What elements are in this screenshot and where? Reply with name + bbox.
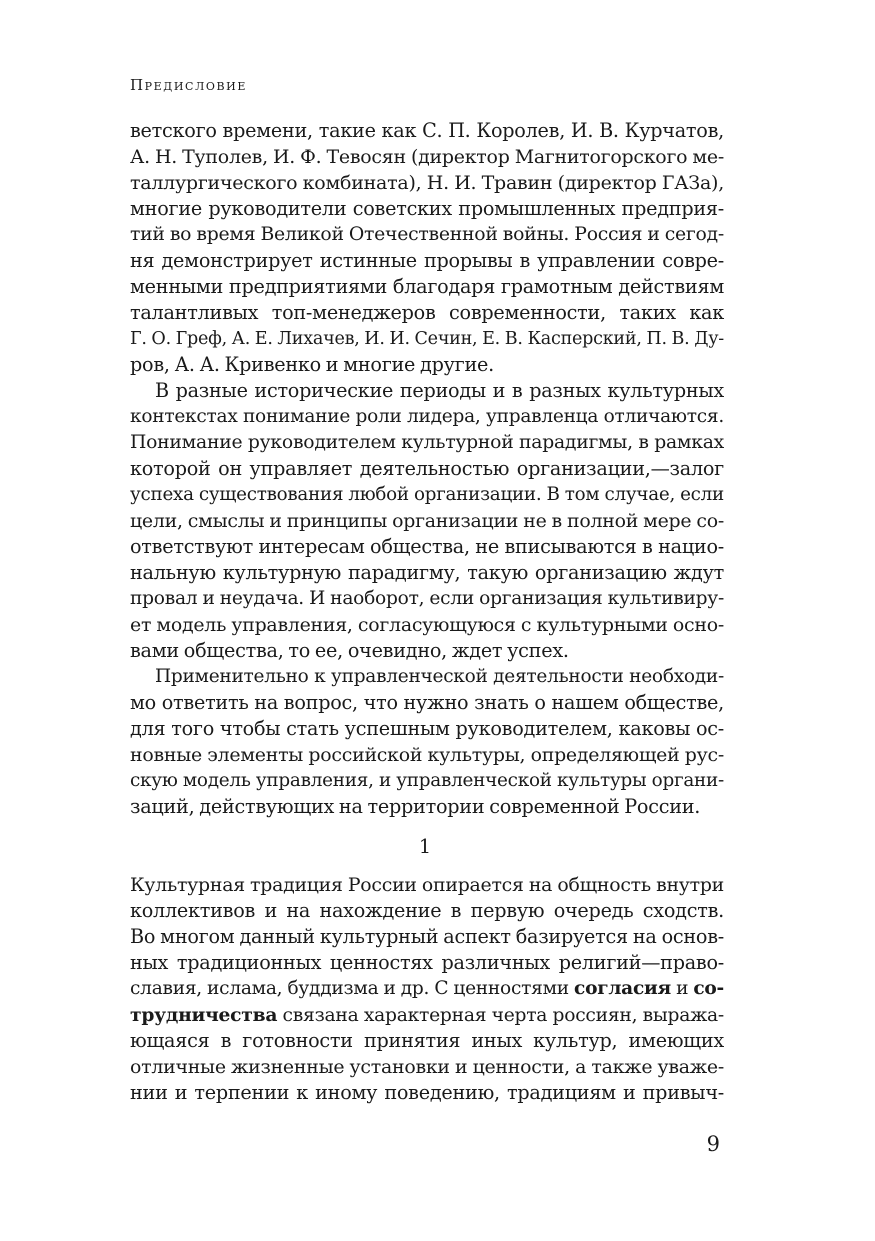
- text-line: скую модель управления, и управленческой культуры органи-: [130, 770, 724, 791]
- text-line: В разные исторические периоды и в разных культурных: [155, 379, 724, 402]
- text-line: Культурная традиция России опирается на общность внутри: [130, 874, 724, 896]
- text-line: Во многом данный культурный аспект базируется на основ-: [130, 925, 724, 948]
- bold-term-sotrudnichestvo-end: трудничества: [130, 1004, 278, 1026]
- text-line: вами общества, то ее, очевидно, ждет успех.: [130, 639, 569, 662]
- text-line: талантливых топ-менеджеров современности, таких как: [130, 301, 724, 324]
- text-line: для того чтобы стать успешным руководителем, каковы ос-: [130, 717, 724, 740]
- text-span: связана характерная черта россиян, выража-: [277, 1005, 724, 1026]
- text-line: ответствуют интересам общества, не вписываются в нацио-: [130, 535, 724, 558]
- text-line: заций, действующих на территории современной России.: [130, 795, 701, 818]
- text-line: мо ответить на вопрос, что нужно знать о нашем обществе,: [130, 691, 724, 714]
- text-line: тий во время Великой Отечественной войны. Россия и сегод-: [130, 224, 724, 245]
- text-line: ных традиционных ценностях различных религий—право-: [130, 951, 724, 974]
- text-line: контекстах понимание роли лидера, управленца отличаются.: [130, 406, 724, 427]
- text-line: провал и неудача. И наоборот, если организация культивиру-: [130, 588, 724, 609]
- text-line: ров, А. А. Кривенко и многие другие.: [130, 353, 494, 376]
- text-line: успеха существования любой организации. В том случае, если: [130, 484, 724, 505]
- text-line: нальную культурную парадигму, такую организацию ждут: [130, 561, 724, 584]
- text-line: [130, 1002, 724, 1028]
- text-span: славия, ислама, буддизма и др. С ценностями: [130, 978, 575, 999]
- running-header: Предисловие: [130, 76, 247, 94]
- text-line: многие руководители советских промышленных предприя-: [130, 197, 724, 220]
- section-number: 1: [418, 835, 432, 858]
- text-line: цели, смыслы и принципы организации не в полной мере со-: [130, 510, 724, 532]
- text-line: [130, 976, 724, 1002]
- text-line: менными предприятиями благодаря грамотным действиям: [130, 275, 724, 298]
- text-line: ет модель управления, согласующуюся с культурными осно-: [130, 614, 724, 636]
- text-line: которой он управляет деятельностью организации,—залог: [130, 457, 724, 480]
- text-line: ющаяся в готовности принятия иных культур, имеющих: [130, 1029, 724, 1052]
- text-line: Понимание руководителем культурной парадигмы, в рамках: [130, 432, 724, 453]
- text-span: и: [671, 978, 694, 999]
- text-line: нии и терпении к иному поведению, традициям и привыч-: [130, 1081, 724, 1104]
- text-line: А. Н. Туполев, И. Ф. Тевосян (директор Магнитогорского ме-: [130, 146, 724, 168]
- bold-term-soglasie: согласия: [574, 978, 671, 999]
- text-line: таллургического комбината), Н. И. Травин (директор ГАЗа),: [130, 172, 724, 194]
- text-line: коллективов и на нахождение в первую очередь сходств.: [130, 899, 724, 922]
- text-line: отличные жизненные установки и ценности, а также уваже-: [130, 1056, 724, 1078]
- text-line: Г. О. Греф, А. Е. Лихачев, И. И. Сечин, Е. В. Касперский, П. В. Ду-: [130, 329, 724, 349]
- text-line: ветского времени, такие как С. П. Королев, И. В. Курчатов,: [130, 119, 724, 142]
- text-line: новные элементы российской культуры, определяющей рус-: [130, 744, 724, 766]
- text-line: Применительно к управленческой деятельности необходи-: [155, 666, 724, 687]
- bold-term-sotrudnichestvo-start: со-: [693, 978, 724, 999]
- text-line: ня демонстрирует истинные прорывы в управлении совре-: [130, 249, 724, 272]
- page-number: 9: [706, 1132, 720, 1156]
